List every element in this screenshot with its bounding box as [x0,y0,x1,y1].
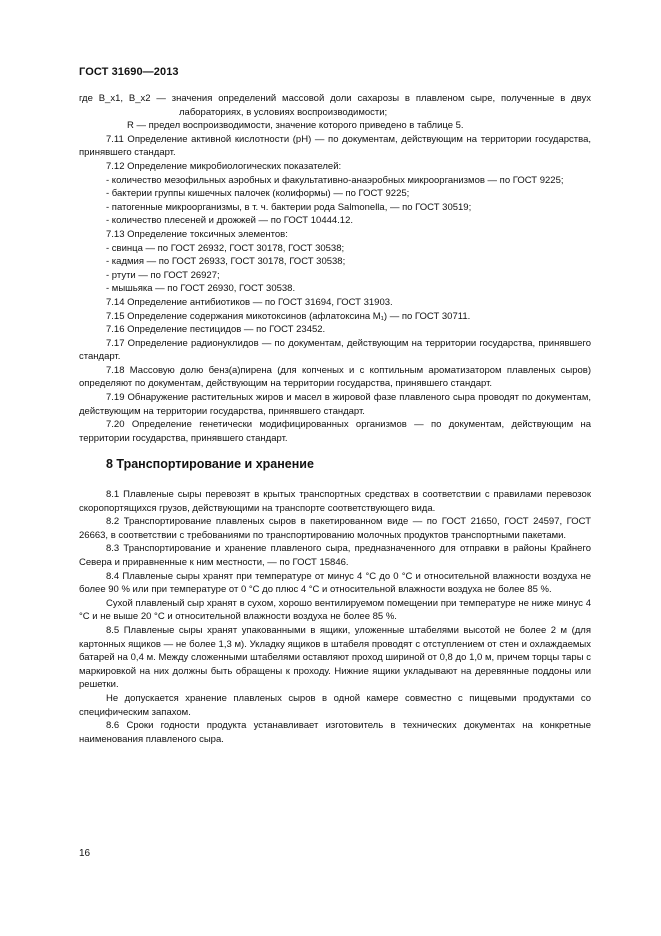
list-item: - количество мезофильных аэробных и факультативно-анаэробных микроорганизмов — по ГОСТ 9225; [106,174,564,186]
list-item: - ртути — по ГОСТ 26927; [106,269,220,281]
clause-8-6: 8.6 Сроки годности продукта устанавливает изготовитель в технических документах на конкретные наименования плавленого сыра. [79,720,591,745]
clause-7-15: 7.15 Определение содержания микотоксинов (афлатоксина M₁) — по ГОСТ 30711. [106,310,471,322]
page-number: 16 [79,848,91,859]
clause-7-19: 7.19 Обнаружение растительных жиров и масел в жировой фазе плавленого сыра проводят по документам, действующим на территории государства, принявшего стандарт. [79,392,591,417]
clause-8-1: 8.1 Плавленые сыры перевозят в крытых транспортных средствах в соответствии с правилами перевозок скоропортящихся грузов, действующими на транспорте соответствующего вида. [79,489,591,514]
clause-8-2: 8.2 Транспортирование плавленых сыров в пакетированном виде — по ГОСТ 21650, ГОСТ 24597, ГОСТ 26663, в соответствии с требованиями по транспортированию молочных продуктов транспортными пакетами. [79,516,591,541]
list-item: - мышьяка — по ГОСТ 26930, ГОСТ 30538. [106,283,296,295]
clause-7-14: 7.14 Определение антибиотиков — по ГОСТ 31694, ГОСТ 31903. [106,296,393,308]
clause-8-5-note: Не допускается хранение плавленых сыров в одной камере совместно с пищевыми продуктами со специфическим запахом. [79,692,591,718]
list-item: - кадмия — по ГОСТ 26933, ГОСТ 30178, ГОСТ 30538; [106,256,346,268]
list-item: - свинца — по ГОСТ 26932, ГОСТ 30178, ГОСТ 30538; [106,242,345,254]
clause-7-13: 7.13 Определение токсичных элементов: [106,228,288,240]
formula-legend-b: где B_x1, B_x2 — значения определений массовой доли сахарозы в плавленом сыре, полученные в двух лабораториях, в условиях воспроизводимости; [79,93,591,118]
clause-7-17: 7.17 Определение радионуклидов — по документам, действующим на территории государства, принявшего стандарт. [79,337,591,363]
clause-8-3: 8.3 Транспортирование и хранение плавленого сыра, предназначенного для отправки в районы Крайнего Севера и приравненные к ним местности, — по ГОСТ 15846. [79,543,591,568]
document-header: ГОСТ 31690—2013 [79,66,179,78]
clause-7-12: 7.12 Определение микробиологических показателей: [106,160,342,172]
formula-legend-r: R — предел воспроизводимости, значение которого приведено в таблице 5. [127,120,464,132]
clause-8-5: 8.5 Плавленые сыры хранят упакованными в ящики, уложенные штабелями высотой не более 2 м (для картонных ящиков — не более 1,3 м). Укладку ящиков в штабеля проводят с отступлением от стен и охлаждаемых батарей на 0,4 м. Между сложенными штабелями оставляют проход шириной от 0,8 до 1,0 м, причем торцы тары с маркировкой на них должны быть обращены к проходу. Нижние ящики укладывают на деревянные поддоны или решетки. [79,624,591,691]
clause-7-20: 7.20 Определение генетически модифицированных организмов — по документам, действующим на территории государства, принявшего стандарт. [79,419,591,444]
page-content [79,92,591,746]
clause-8-4: 8.4 Плавленые сыры хранят при температуре от минус 4 °С до 0 °С и относительной влажности воздуха не более 90 % или при температуре от 0 °С до плюс 4 °С и относительной влажности воздуха не более 85 %. [79,570,591,596]
section-title: 8 Транспортирование и хранение [106,457,314,472]
clause-7-11: 7.11 Определение активной кислотности (pH) — по документам, действующим на территории государства, принявшего стандарт. [79,133,591,159]
list-item: - количество плесеней и дрожжей — по ГОСТ 10444.12. [106,215,354,227]
clause-7-18: 7.18 Массовую долю бенз(а)пирена (для копченых и с коптильным ароматизатором плавленых сыров) определяют по документам, действующим на территории государства, принявшего стандарт. [79,364,591,390]
clause-8-4-dry: Сухой плавленый сыр хранят в сухом, хорошо вентилируемом помещении при температуре не ниже минус 4 °С и не выше 20 °С и относительной влажности воздуха не более 85 %. [79,597,591,623]
list-item: - патогенные микроорганизмы, в т. ч. бактерии рода Salmonella, — по ГОСТ 30519; [106,201,472,213]
list-item: - бактерии группы кишечных палочек (колиформы) — по ГОСТ 9225; [106,188,410,200]
clause-7-16: 7.16 Определение пестицидов — по ГОСТ 23452. [106,324,326,336]
